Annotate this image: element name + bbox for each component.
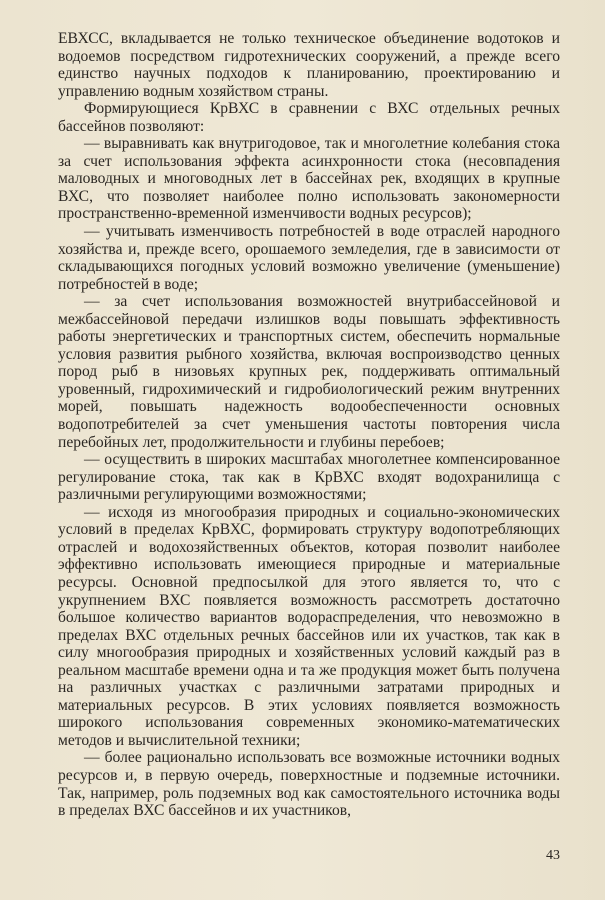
list-item: — учитывать изменчивость потребностей в воде отраслей народного хозяйства и, прежде всего, орошаемого земледелия, где в зависимости от складывающихся погодных условий возможно увеличение (уменьшение) потребностей в воде; xyxy=(58,223,560,293)
list-item: — осуществить в широких масштабах многолетнее компенсированное регулирование стока, так как в КрВХС входят водохранилища с различными регулирующими возможностями; xyxy=(58,451,560,504)
paragraph: Формирующиеся КрВХС в сравнении с ВХС отдельных речных бассейнов позволяют: xyxy=(58,100,560,135)
body-text xyxy=(58,30,560,820)
list-item: — более рационально использовать все возможные источники водных ресурсов и, в первую очередь, поверхностные и подземные источники. Так, например, роль подземных вод как самостоятельного источника воды в пределах ВХС бассейнов и их участников, xyxy=(58,749,560,820)
list-item: — исходя из многообразия природных и социально-экономических условий в пределах КрВХС, формировать структуру водопотребляющих отраслей и водохозяйственных объектов, которая позволит наиболее эффективно использовать имеющиеся природные и материальные ресурсы. Основной предпосылкой для этого является то, что с укрупнением ВХС появляется возможность рассмотреть достаточно большое количество вариантов водораспределения, что невозможно в пределах ВХС отдельных речных бассейнов или их участков, так как в силу многообразия природных и хозяйственных условий каждый раз в реальном масштабе времени одна и та же продукция может быть получена на различных участках с различными затратами природных и материальных ресурсов. В этих условиях появляется возможность широкого использования современных экономико-математических методов и вычислительной техники; xyxy=(58,503,560,749)
paragraph: ЕВХСС, вкладывается не только техническое объединение водотоков и водоемов посредством гидротехнических сооружений, а прежде всего единство научных подходов к планированию, проектированию и управлению водным хозяйством страны. xyxy=(58,30,560,100)
list-item: — за счет использования возможностей внутрибассейновой и межбассейновой передачи излишков воды повышать эффективность работы энергетических и транспортных систем, обеспечить нормальные условия развития рыбного хозяйства, включая воспроизводство ценных пород рыб в низовьях крупных рек, поддерживать оптимальный уровенный, гидрохимический и гидробиологический режим внутренних морей, повышать надежность водообеспеченности основных водопотребителей за счет уменьшения частоты повторения числа перебойных лет, продолжительности и глубины перебоев; xyxy=(58,293,560,451)
page-number: 43 xyxy=(546,848,560,863)
list-item: — выравнивать как внутригодовое, так и многолетние колебания стока за счет использования эффекта асинхронности стока (несовпадения маловодных и многоводных лет в бассейнах рек, входящих в крупные ВХС, что позволяет наиболее полно использовать закономерности пространственно-временной изменчивости водных ресурсов); xyxy=(58,135,560,223)
